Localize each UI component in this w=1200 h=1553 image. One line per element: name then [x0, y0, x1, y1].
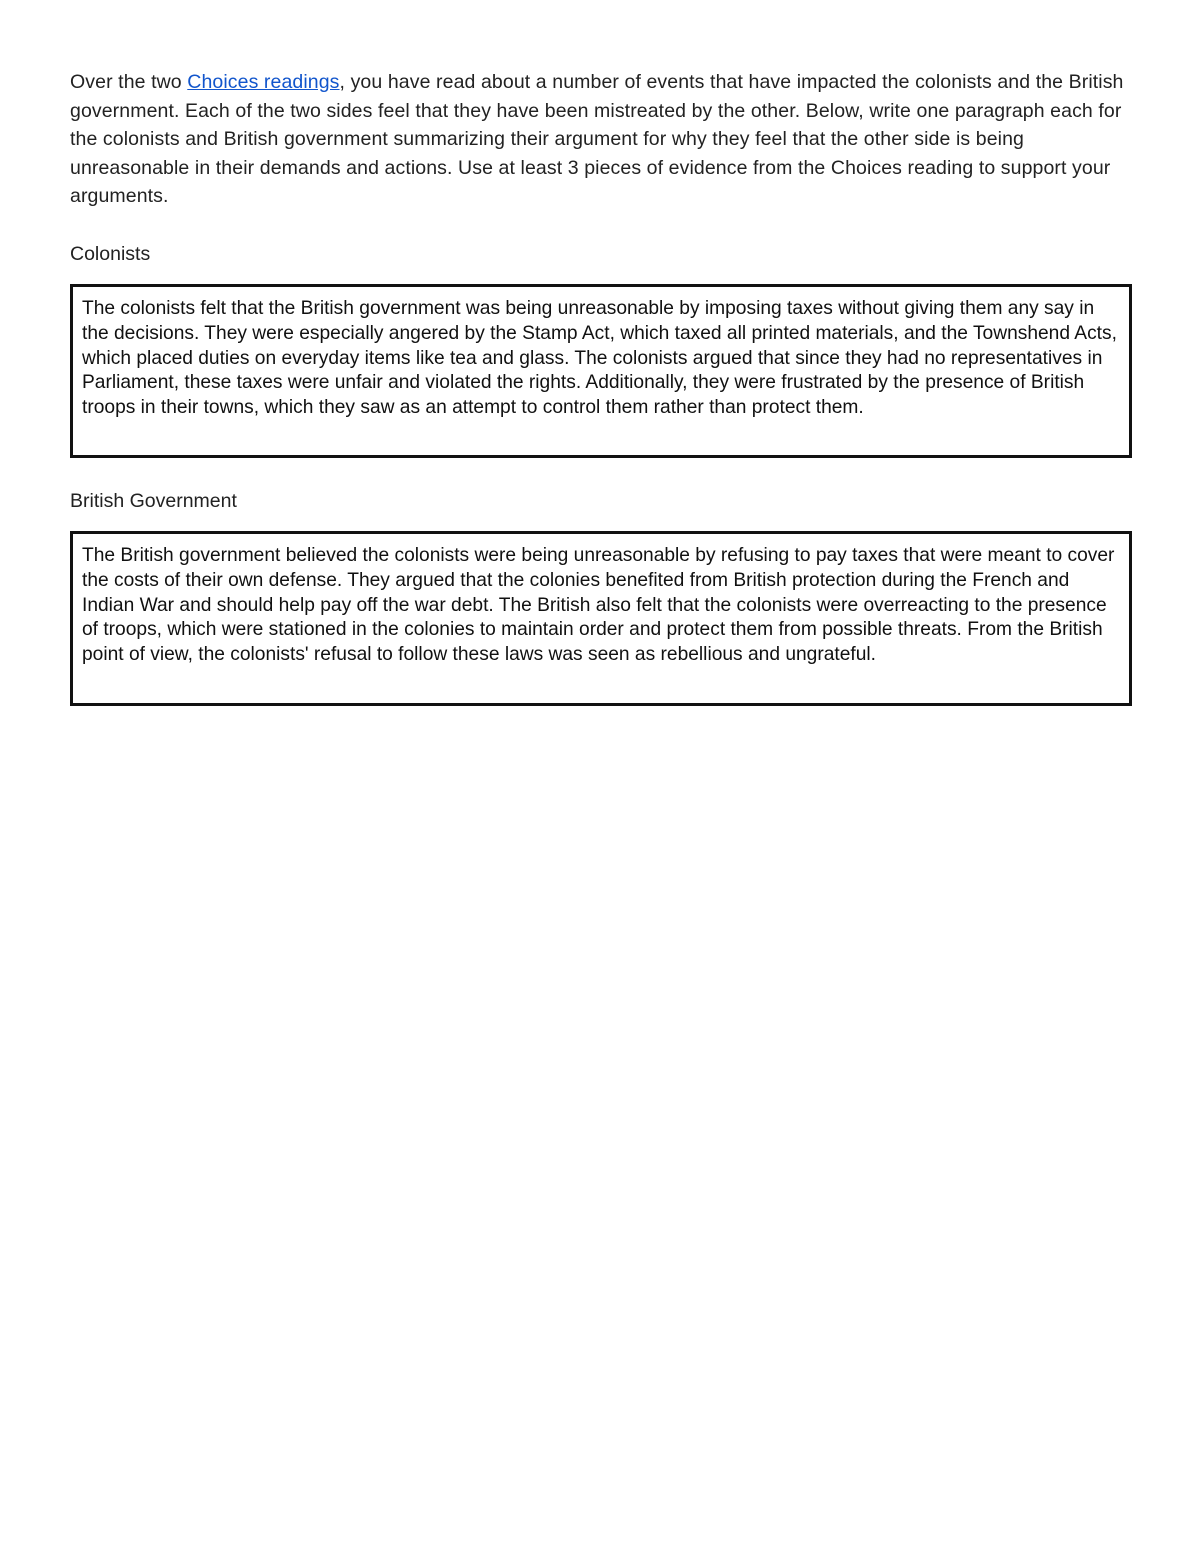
instructions-text-rest: , you have read about a number of events that have impacted the colonists and the British government. Each of the two sides feel that they have been mistreated by the other. Below, write one paragraph each for the colonists and British government summarizing their argument for why they feel that the other side is being unreasonable in their demands and actions. Use at least 3 pieces of evidence from the Choices reading to support your arguments. — [70, 71, 1124, 208]
instructions-paragraph — [70, 68, 1132, 211]
british-government-heading: British Government — [70, 489, 237, 512]
choices-readings-link[interactable]: Choices readings — [187, 71, 340, 93]
colonists-heading: Colonists — [70, 242, 151, 265]
document-page — [70, 68, 1132, 706]
instructions-text-start: Over the two — [70, 71, 188, 93]
colonists-answer-box[interactable]: The colonists felt that the British government was being unreasonable by imposing taxes without giving them any say in the decisions. They were especially angered by the Stamp Act, which taxed all printed materials, and the Townshend Acts, which placed duties on everyday items like tea and glass. The colonists argued that since they had no representatives in Parliament, these taxes were unfair and violated the rights. Additionally, they were frustrated by the presence of British troops in their towns, which they saw as an attempt to control them rather than protect them. — [70, 284, 1132, 458]
british-government-answer-box[interactable]: The British government believed the colonists were being unreasonable by refusing to pay taxes that were meant to cover the costs of their own defense. They argued that the colonies benefited from British protection during the French and Indian War and should help pay off the war debt. The British also felt that the colonists were overreacting to the presence of troops, which were stationed in the colonies to maintain order and protect them from possible threats. From the British point of view, the colonists' refusal to follow these laws was seen as rebellious and ungrateful. — [70, 531, 1132, 706]
